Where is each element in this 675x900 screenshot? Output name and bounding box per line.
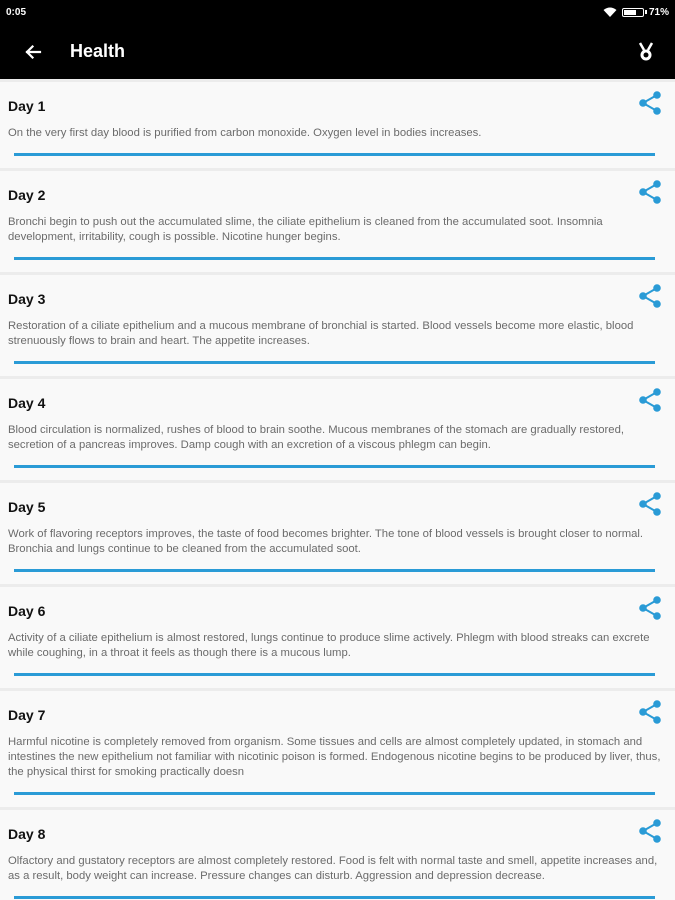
- day-card-header: [8, 183, 667, 211]
- share-icon[interactable]: [637, 283, 663, 309]
- day-title: Day 6: [8, 603, 46, 619]
- day-title: Day 7: [8, 707, 46, 723]
- day-card: [0, 483, 675, 584]
- health-timeline-list[interactable]: [0, 79, 675, 900]
- status-icons: [603, 7, 669, 18]
- share-icon[interactable]: [637, 595, 663, 621]
- day-card-header: [8, 287, 667, 315]
- achievements-button[interactable]: [635, 41, 657, 63]
- day-card: [0, 171, 675, 272]
- day-description: Activity of a ciliate epithelium is almost restored, lungs continue to produce slime actively. Phlegm with blood streaks can excrete while coughing, in a throat it feels as though there is a mucous lump.: [8, 632, 650, 659]
- day-description: On the very first day blood is purified from carbon monoxide. Oxygen level in bodies increases.: [8, 127, 482, 139]
- day-card-header: [8, 94, 667, 122]
- day-description: Olfactory and gustatory receptors are almost completely restored. Food is felt with normal taste and smell, appetite increases and, as a result, body weight can increase. Pressure changes can disturb. Aggression and depression decrease.: [8, 855, 658, 882]
- share-icon[interactable]: [637, 818, 663, 844]
- status-time: 0:05: [6, 6, 27, 18]
- day-card: [0, 379, 675, 480]
- share-icon[interactable]: [637, 491, 663, 517]
- battery-icon: [622, 8, 644, 17]
- day-description: Work of flavoring receptors improves, the taste of food becomes brighter. The tone of blood vessels is brought closer to normal. Bronchia and lungs continue to be cleaned from the accumulated soot.: [8, 528, 644, 555]
- arrow-left-icon: [24, 43, 42, 61]
- day-card-header: [8, 599, 667, 627]
- share-icon[interactable]: [637, 90, 663, 116]
- day-title: Day 4: [8, 395, 46, 411]
- day-description: Harmful nicotine is completely removed from organism. Some tissues and cells are almost completely updated, in stomach and intestines the new epithelium not familiar with nicotinic poison is formed. Endogenous nicotine begins to be produced by liver, thus, the physical thirst for smoking practically doesn: [8, 736, 661, 778]
- day-card-header: [8, 391, 667, 419]
- day-title: Day 3: [8, 291, 46, 307]
- medal-icon: [637, 42, 655, 62]
- day-card: [0, 587, 675, 688]
- day-title: Day 1: [8, 98, 46, 114]
- day-title: Day 2: [8, 187, 46, 203]
- day-title: Day 5: [8, 499, 46, 515]
- app-bar: [0, 24, 675, 79]
- back-button[interactable]: [22, 41, 44, 63]
- day-card-header: [8, 703, 667, 731]
- day-description: Bronchi begin to push out the accumulated slime, the ciliate epithelium is cleaned from the accumulated soot. Insomnia development, irritability, cough is possible. Nicotine hunger begins.: [8, 216, 603, 243]
- day-card-header: [8, 822, 667, 850]
- day-card: [0, 810, 675, 900]
- day-card: [0, 275, 675, 376]
- day-card: [0, 82, 675, 168]
- day-title: Day 8: [8, 826, 46, 842]
- day-description: Blood circulation is normalized, rushes of blood to brain soothe. Mucous membranes of the stomach are gradually restored, secretion of a pancreas improves. Damp cough with an excretion of a viscous phlegm can begin.: [8, 424, 625, 451]
- day-card: [0, 691, 675, 807]
- share-icon[interactable]: [637, 387, 663, 413]
- share-icon[interactable]: [637, 179, 663, 205]
- day-card-header: [8, 495, 667, 523]
- battery-percent: 71%: [648, 6, 669, 18]
- wifi-icon: [603, 7, 617, 18]
- status-bar: [0, 0, 675, 24]
- page-title: Health: [70, 41, 126, 61]
- day-description: Restoration of a ciliate epithelium and a mucous membrane of bronchial is started. Blood vessels become more elastic, blood strenuously flows to brain and heart. The appetite increases.: [8, 320, 634, 347]
- share-icon[interactable]: [637, 699, 663, 725]
